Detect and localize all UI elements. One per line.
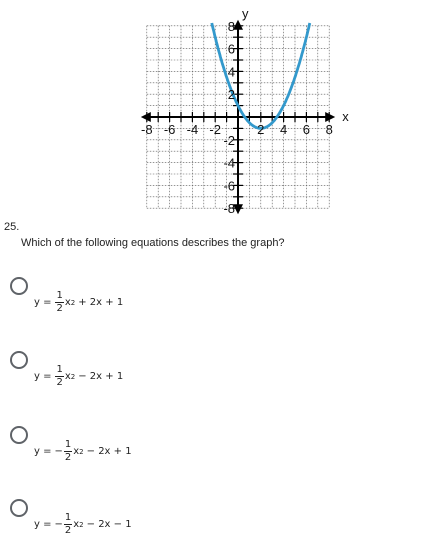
fraction-numerator: 1 xyxy=(56,364,63,375)
fraction-numerator: 1 xyxy=(56,290,63,301)
question-number: 25. xyxy=(4,221,20,233)
answer-option-3[interactable] xyxy=(0,424,439,484)
fraction xyxy=(64,513,72,536)
fraction-numerator: 1 xyxy=(64,512,72,523)
equation-rest: − 2x + 1 xyxy=(78,371,124,382)
y-tick-label: -6 xyxy=(223,178,235,194)
equation-rest: − 2x + 1 xyxy=(86,446,132,457)
equation-lhs: y = xyxy=(34,371,52,382)
equation-variable: x xyxy=(73,519,80,530)
x-tick-label: -4 xyxy=(186,122,199,137)
equation-3: y = − $\frac{1}{2}$ x 2 − 2x + 1 xyxy=(34,439,132,463)
answer-option-2[interactable] xyxy=(0,349,439,409)
x-tick-label: 4 xyxy=(279,122,288,137)
y-tick-label: 6 xyxy=(227,41,235,57)
y-tick-label: -4 xyxy=(223,155,235,171)
equation-variable: x xyxy=(73,446,80,457)
fraction-numerator: 1 xyxy=(64,439,72,450)
coordinate-plane xyxy=(0,0,439,215)
x-axis-arrow-right xyxy=(325,112,335,122)
radio-button[interactable] xyxy=(10,499,28,517)
y-tick-label: 2 xyxy=(227,87,235,103)
fraction-denominator: 2 xyxy=(64,452,72,463)
fraction xyxy=(64,440,72,463)
equation-1: y = $\frac{1}{2}$ x 2 + 2x + 1 xyxy=(34,290,124,314)
fraction-denominator: 2 xyxy=(56,303,63,314)
radio-button[interactable] xyxy=(10,351,28,369)
equation-sign: − xyxy=(54,446,63,457)
y-tick-label: -2 xyxy=(223,132,235,148)
equation-lhs: y = xyxy=(34,446,52,457)
equation-sign: − xyxy=(54,519,63,530)
x-axis-arrow-left xyxy=(141,112,151,122)
fraction xyxy=(55,365,63,388)
equation-rest: + 2x + 1 xyxy=(78,297,124,308)
graph-figure xyxy=(0,0,439,215)
equation-4: y = − $\frac{1}{2}$ x 2 − 2x − 1 xyxy=(34,512,132,536)
x-tick-label: -8 xyxy=(141,122,153,137)
x-axis-label: x xyxy=(342,109,349,124)
y-tick-label: 4 xyxy=(227,64,235,80)
equation-lhs: y = xyxy=(34,297,52,308)
x-tick-label: 6 xyxy=(302,122,311,137)
x-tick-label: -6 xyxy=(163,122,176,137)
question-text: Which of the following equations describes the graph? xyxy=(21,237,285,249)
y-axis-label: y xyxy=(242,5,249,21)
equation-variable: x xyxy=(64,371,71,382)
answer-option-1[interactable] xyxy=(0,275,439,335)
equation-lhs: y = xyxy=(34,519,52,530)
x-tick-label: -2 xyxy=(209,122,221,137)
answer-option-4[interactable] xyxy=(0,497,439,557)
y-tick-label: -8 xyxy=(223,201,235,215)
radio-button[interactable] xyxy=(10,426,28,444)
x-tick-label: 2 xyxy=(257,122,265,137)
radio-button[interactable] xyxy=(10,277,28,295)
equation-variable: x xyxy=(64,297,71,308)
x-tick-label: 8 xyxy=(325,122,333,137)
y-tick-label: 8 xyxy=(227,18,235,34)
equation-rest: − 2x − 1 xyxy=(86,519,132,530)
fraction xyxy=(55,291,63,314)
fraction-denominator: 2 xyxy=(64,525,72,536)
fraction-denominator: 2 xyxy=(56,377,63,388)
equation-2: y = $\frac{1}{2}$ x 2 − 2x + 1 xyxy=(34,364,124,388)
